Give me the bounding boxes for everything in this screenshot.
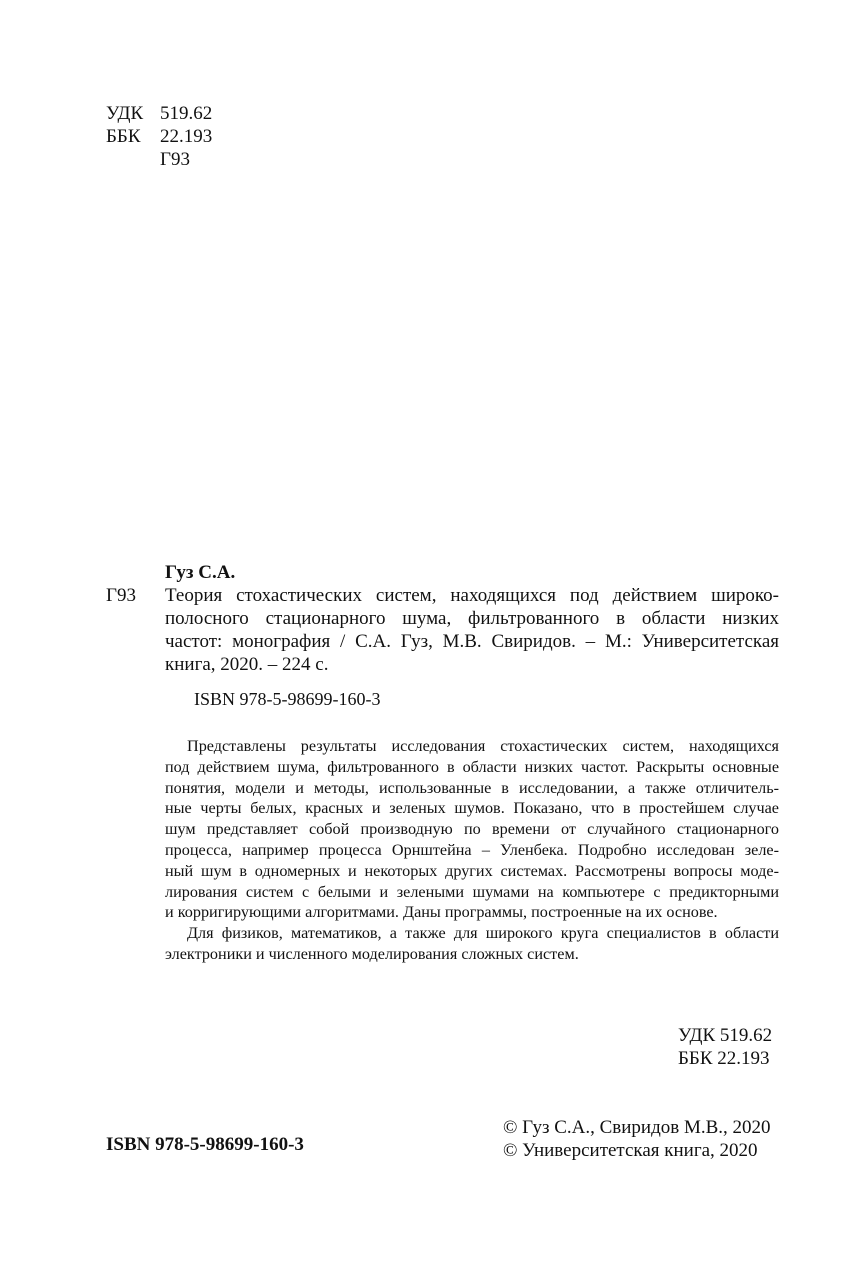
bibliographic-description: [165, 584, 779, 676]
author-mark-top: Г93: [160, 149, 190, 170]
abstract-line: лирования систем с белыми и зелеными шумами на компьютере с предикторными: [165, 882, 779, 901]
udk-label: УДК: [106, 103, 144, 124]
abstract-line: ные черты белых, красных и зеленых шумов. Показано, что в простейшем случае: [165, 799, 779, 818]
copyright-authors: © Гуз С.А., Свиридов М.В., 2020: [503, 1117, 771, 1138]
copyright-block: [503, 1116, 771, 1162]
title-line: полосного стационарного шума, фильтрованного в области низких: [165, 608, 779, 629]
isbn-footer: ISBN 978-5-98699-160-3: [106, 1134, 304, 1155]
top-classification: [106, 102, 212, 171]
abstract-line: Представлены результаты исследования стохастических систем, находящихся: [187, 737, 779, 755]
abstract-line: под действием шума, фильтрованного в области низких частот. Раскрыты основные: [165, 757, 779, 776]
abstract-line: ный шум в одномерных и некоторых других системах. Рассмотрены вопросы моде-: [165, 861, 779, 880]
abstract-line: понятия, модели и методы, использованные в исследовании, а также отличитель-: [165, 778, 779, 797]
title-line: Теория стохастических систем, находящихся под действием широко-: [165, 585, 779, 606]
abstract-line: электроники и численного моделирования сложных систем.: [165, 944, 579, 963]
abstract-line: процесса, например процесса Орнштейна – Уленбека. Подробно исследован зеле-: [165, 840, 779, 859]
title-line: частот: монография / С.А. Гуз, М.В. Свиридов. – М.: Университетская: [165, 631, 779, 652]
abstract: [165, 736, 779, 965]
copyright-publisher: © Университетская книга, 2020: [503, 1140, 758, 1161]
udk-value: 519.62: [160, 103, 213, 124]
abstract-line: и корригирующими алгоритмами. Даны программы, построенные на их основе.: [165, 903, 718, 922]
bottom-classification: [678, 1024, 772, 1070]
bbk-bottom: ББК 22.193: [678, 1048, 770, 1069]
author-name: Гуз С.А.: [165, 562, 236, 583]
abstract-line: шум представляет собой производную по времени от случайного стационарного: [165, 820, 779, 839]
isbn-description: ISBN 978-5-98699-160-3: [194, 689, 381, 709]
bbk-value: 22.193: [160, 126, 213, 147]
udk-bottom: УДК 519.62: [678, 1025, 773, 1046]
abstract-line: Для физиков, математиков, а также для широкого круга специалистов в области: [187, 924, 779, 943]
author-mark-side: Г93: [106, 585, 136, 606]
bbk-label: ББК: [106, 126, 141, 147]
title-line: книга, 2020. – 224 с.: [165, 654, 329, 675]
